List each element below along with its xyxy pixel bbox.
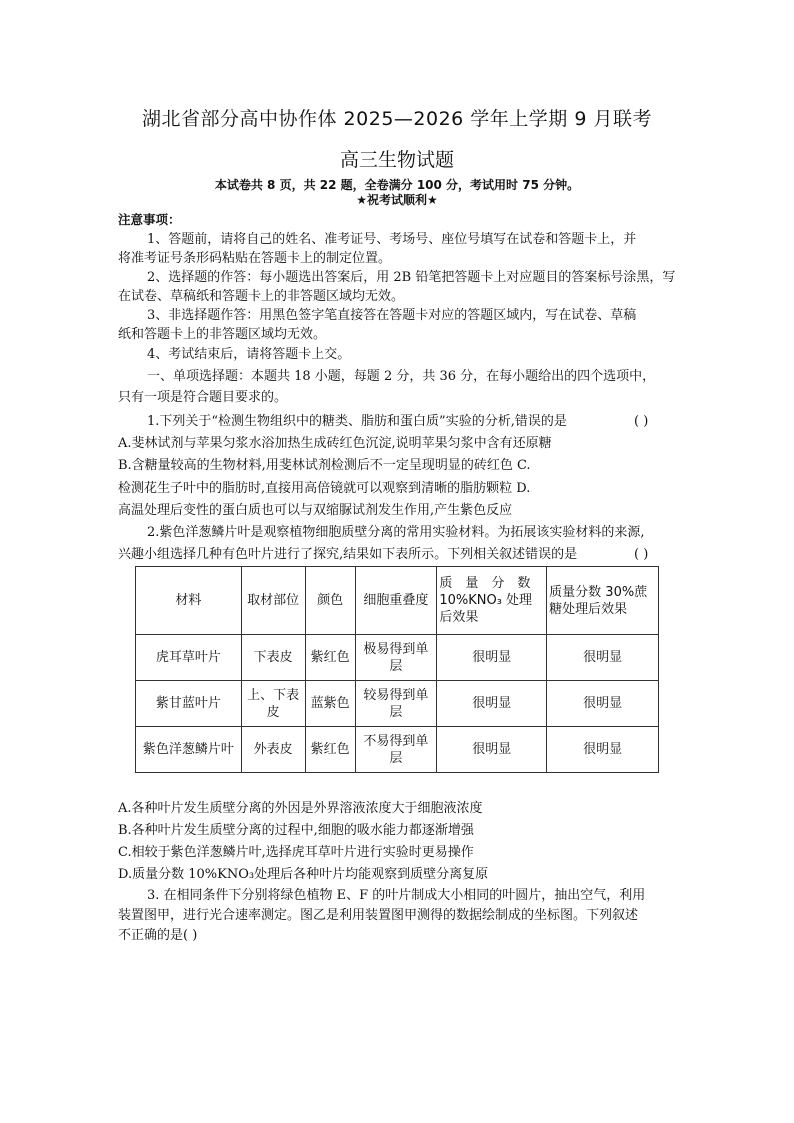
- section-1-line-1: 一、单项选择题：本题共 18 小题，每题 2 分，共 36 分，在每小题给出的四个选项中，: [147, 369, 656, 384]
- table-cell: 极易得到单层: [355, 635, 437, 681]
- table-header-cell: 细胞重叠度: [355, 567, 437, 635]
- note-3-line-1: 3、非选择题作答：用黑色签字笔直接答在答题卡对应的答题区域内，写在试卷、草稿: [147, 308, 637, 323]
- table-header-cell: 颜色: [305, 567, 355, 635]
- table-header-row: [136, 567, 659, 635]
- notes-heading: 注意事项：: [118, 212, 181, 227]
- exam-subtitle: 高三生物试题: [339, 149, 454, 171]
- table-header-cell: 材料: [136, 567, 242, 635]
- table-row: [136, 635, 659, 681]
- section-1-line-2: 只有一项是符合题目要求的。: [118, 390, 288, 405]
- table-cell: 很明显: [547, 635, 659, 681]
- exam-title: 湖北省部分高中协作体 2025—2026 学年上学期 9 月联考: [142, 108, 652, 130]
- exam-info: 本试卷共 8 页，共 22 题，全卷满分 100 分，考试用时 75 分钟。: [214, 178, 580, 192]
- table-cell: 很明显: [437, 635, 547, 681]
- table-cell: 外表皮: [241, 727, 305, 773]
- table-cell: 上、下表皮: [241, 681, 305, 727]
- q1-option-a: A.斐林试剂与苹果匀浆水浴加热生成砖红色沉淀,说明苹果匀浆中含有还原糖: [118, 436, 552, 451]
- q2-option-b: B.各种叶片发生质壁分离的过程中,细胞的吸水能力都逐渐增强: [118, 823, 474, 838]
- table-cell: 紫色洋葱鳞片叶: [136, 727, 242, 773]
- q3-line-1: 3. 在相同条件下分别将绿色植物 E、F 的叶片制成大小相同的叶圆片，抽出空气，利用: [147, 888, 646, 903]
- table-cell: 紫红色: [305, 727, 355, 773]
- table-header-cell: 质 量 分 数 10%KNO₃ 处理后效果: [437, 567, 547, 635]
- note-4: 4、考试结束后，请将答题卡上交。: [147, 347, 351, 362]
- q2-option-c: C.相较于紫色洋葱鳞片叶,选择虎耳草叶片进行实验时更易操作: [118, 845, 474, 860]
- q2-option-a: A.各种叶片发生质壁分离的外因是外界溶液浓度大于细胞液浓度: [118, 801, 483, 816]
- note-1-line-1: 1、答题前，请将自己的姓名、准考证号、考场号、座位号填写在试卷和答题卡上，并: [147, 232, 637, 247]
- table-cell: 蓝紫色: [305, 681, 355, 727]
- table-cell: 虎耳草叶片: [136, 635, 242, 681]
- q2-option-d: D.质量分数 10%KNO₃处理后各种叶片均能观察到质壁分离复原: [118, 867, 489, 882]
- table-cell: 很明显: [437, 681, 547, 727]
- table-cell: 较易得到单层: [355, 681, 437, 727]
- q3-line-2: 装置图甲，进行光合速率测定。图乙是利用装置图甲测得的数据绘制成的坐标图。下列叙述: [118, 908, 639, 923]
- exam-wish: ★祝考试顺利★: [356, 193, 438, 207]
- note-3-line-2: 纸和答题卡上的非答题区域均无效。: [118, 327, 327, 342]
- q1-option-d: 高温处理后变性的蛋白质也可以与双缩脲试剂发生作用,产生紫色反应: [118, 503, 513, 518]
- q2-answer-paren: ( ): [634, 547, 649, 562]
- q2-stem-line-1: 2.紫色洋葱鳞片叶是观察植物细胞质壁分离的常用实验材料。为拓展该实验材料的来源,: [147, 525, 645, 540]
- note-2-line-1: 2、选择题的作答：每小题选出答案后，用 2B 铅笔把答题卡上对应题目的答案标号涂黑，写: [147, 270, 676, 285]
- table-row: [136, 681, 659, 727]
- table-row: [136, 727, 659, 773]
- table-cell: 很明显: [437, 727, 547, 773]
- table-cell: 很明显: [547, 727, 659, 773]
- table-cell: 紫红色: [305, 635, 355, 681]
- q3-line-3: 不正确的是( ): [118, 928, 198, 943]
- q2-stem-line-2: 兴趣小组选择几种有色叶片进行了探究,结果如下表所示。下列相关叙述错误的是: [118, 547, 578, 562]
- table-header-cell: 取材部位: [241, 567, 305, 635]
- q1-option-c: 检测花生子叶中的脂肪时,直接用高倍镜就可以观察到清晰的脂肪颗粒 D.: [118, 481, 531, 496]
- materials-table: [135, 566, 659, 773]
- note-1-line-2: 将准考证号条形码粘贴在答题卡上的制定位置。: [118, 251, 392, 266]
- note-2-line-2: 在试卷、草稿纸和答题卡上的非答题区域均无效。: [118, 289, 405, 304]
- q1-answer-paren: ( ): [634, 414, 649, 429]
- table-cell: 很明显: [547, 681, 659, 727]
- table-cell: 紫甘蓝叶片: [136, 681, 242, 727]
- q1-option-b: B.含糖量较高的生物材料,用斐林试剂检测后不一定呈现明显的砖红色 C.: [118, 458, 531, 473]
- q1-stem: 1.下列关于“检测生物组织中的糖类、脂肪和蛋白质”实验的分析,错误的是: [147, 414, 567, 429]
- table-cell: 下表皮: [241, 635, 305, 681]
- table-cell: 不易得到单层: [355, 727, 437, 773]
- table-header-cell: 质量分数 30%蔗糖处理后效果: [547, 567, 659, 635]
